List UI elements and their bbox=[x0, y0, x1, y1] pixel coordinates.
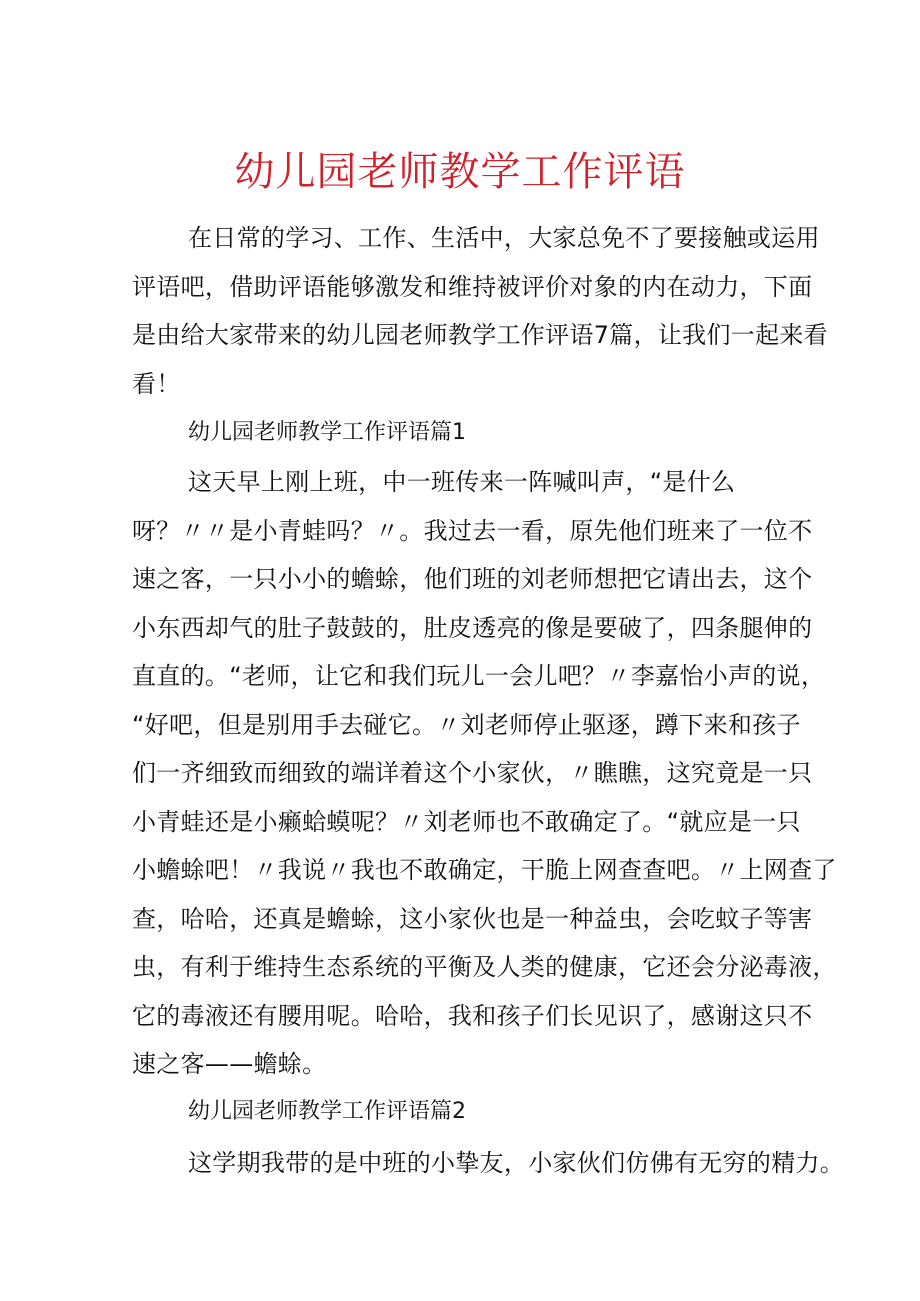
intro-line: 是由给大家带来的幼儿园老师教学工作评语7篇，让我们一起来看 bbox=[132, 321, 828, 349]
paragraph-line: 速之客——蟾蜍。 bbox=[132, 1050, 327, 1078]
paragraph-line: 呀？〃〃是小青蛙吗？〃。我过去一看，原先他们班来了一位不 bbox=[132, 516, 813, 545]
section1-paragraph bbox=[132, 458, 837, 1089]
paragraph-line: 虫，有利于维持生态系统的平衡及人类的健康，它还会分泌毒液， bbox=[132, 953, 837, 981]
paragraph-line: 小蟾蜍吧！〃我说〃我也不敢确定，干脆上网查查吧。〃上网查了 bbox=[132, 856, 837, 884]
section2-paragraph bbox=[132, 1139, 845, 1188]
paragraph-line: 直直的。“老师，让它和我们玩儿一会儿吧？〃李嘉怡小声的说， bbox=[132, 662, 826, 690]
section-heading-2: 幼儿园老师教学工作评语篇2 bbox=[188, 1099, 466, 1124]
paragraph-line: 它的毒液还有腰用呢。哈哈，我和孩子们长见识了，感谢这只不 bbox=[132, 1001, 813, 1030]
intro-line: 在日常的学习、工作、生活中，大家总免不了要接触或运用 bbox=[188, 224, 820, 252]
intro-line: 看！ bbox=[132, 369, 181, 398]
intro-paragraph bbox=[132, 214, 828, 408]
paragraph-line: 这天早上刚上班，中一班传来一阵喊叫声，“是什么 bbox=[188, 468, 736, 496]
paragraph-line: “好吧，但是别用手去碰它。〃刘老师停止驱逐，蹲下来和孩子 bbox=[132, 710, 801, 739]
paragraph-line: 速之客，一只小小的蟾蜍，他们班的刘老师想把它请出去，这个 bbox=[132, 565, 813, 593]
paragraph-line: 小青蛙还是小癞蛤蟆呢？〃刘老师也不敢确定了。“就应是一只 bbox=[132, 807, 801, 836]
document-title: 幼儿园老师教学工作评语 bbox=[234, 149, 686, 195]
paragraph-line: 查，哈哈，还真是蟾蜍，这小家伙也是一种益虫，会吃蚊子等害 bbox=[132, 904, 813, 933]
paragraph-line: 小东西却气的肚子鼓鼓的，肚皮透亮的像是要破了，四条腿伸的 bbox=[132, 613, 813, 642]
paragraph-line: 们一齐细致而细致的端详着这个小家伙，〃瞧瞧，这究竟是一只 bbox=[132, 759, 813, 787]
section-heading-1: 幼儿园老师教学工作评语篇1 bbox=[188, 420, 466, 445]
paragraph-line: 这学期我带的是中班的小挚友，小家伙们仿佛有无穷的精力。 bbox=[188, 1149, 845, 1177]
intro-line: 评语吧，借助评语能够激发和维持被评价对象的内在动力，下面 bbox=[132, 272, 813, 301]
